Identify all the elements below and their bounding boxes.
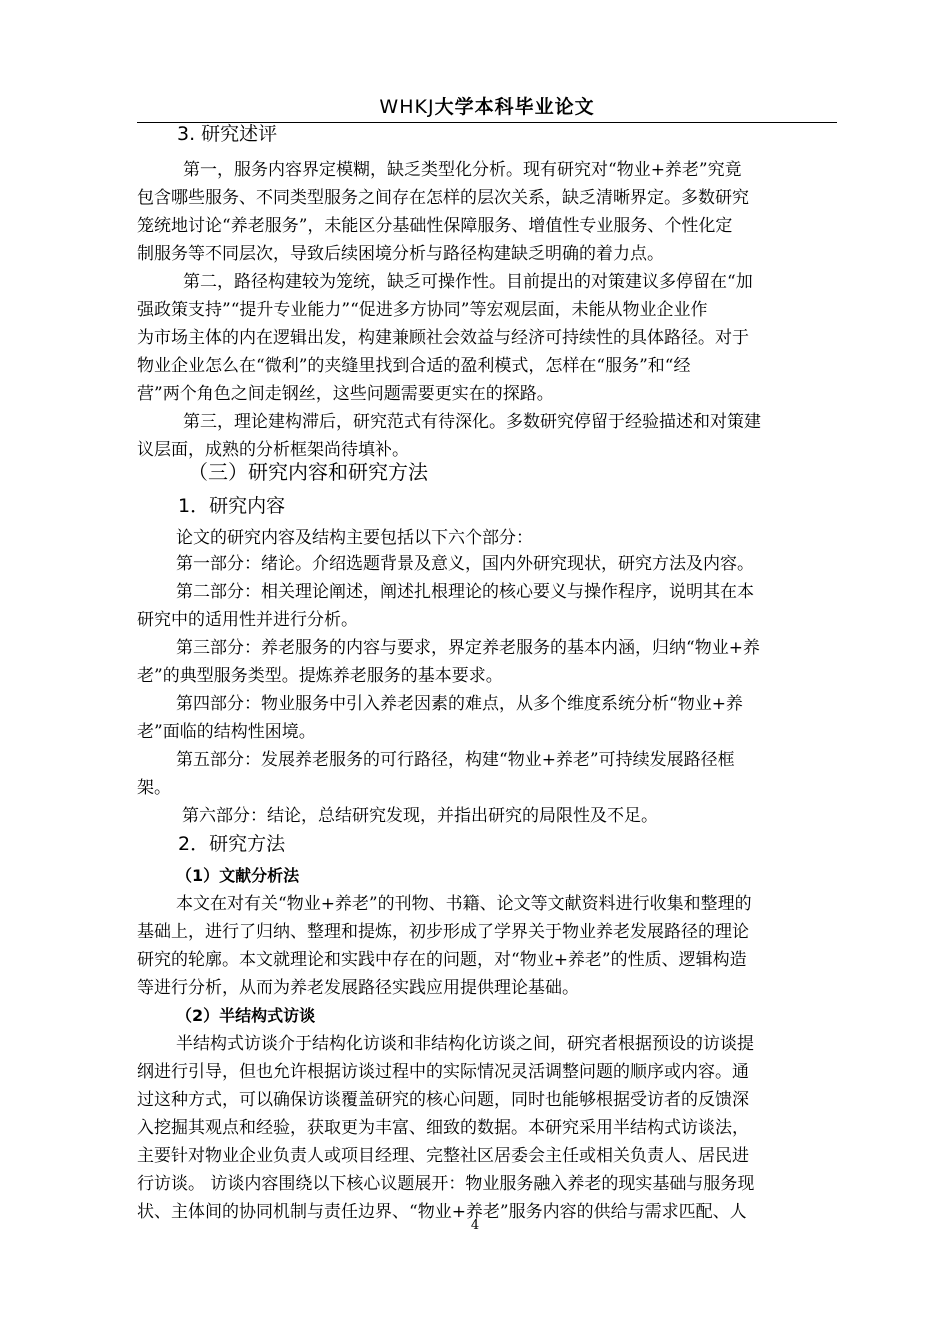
paragraph-line: 为市场主体的内在逻辑出发，构建兼顾社会效益与经济可持续性的具体路径。对于 xyxy=(137,328,749,348)
paragraph-line: 论文的研究内容及结构主要包括以下六个部分： xyxy=(176,528,533,548)
paragraph-line: 行访谈。 访谈内容围绕以下核心议题展开：物业服务融入养老的现实基础与服务现 xyxy=(137,1174,755,1194)
subsection-heading: 1．研究内容 xyxy=(178,495,286,517)
paragraph-line: 议层面，成熟的分析框架尚待填补。 xyxy=(137,440,409,460)
paragraph-line: 状、主体间的协同机制与责任边界、“物业+养老”服务内容的供给与需求匹配、人 xyxy=(137,1202,747,1222)
paragraph-line: 研究的轮廓。本文就理论和实践中存在的问题，对“物业+养老”的性质、逻辑构造 xyxy=(137,950,747,970)
paragraph-line: 老”面临的结构性困境。 xyxy=(137,722,316,742)
paragraph-line: 第一，服务内容界定模糊，缺乏类型化分析。现有研究对“物业+养老”究竟 xyxy=(183,160,742,180)
paragraph-line: 主要针对物业企业负责人或项目经理、完整社区居委会主任或相关负责人、居民进 xyxy=(137,1146,749,1166)
paragraph-line: 第二部分：相关理论阐述，阐述扎根理论的核心要义与操作程序，说明其在本 xyxy=(176,582,754,602)
header-title: 大学本科毕业论文 xyxy=(434,96,595,118)
paragraph-line: 第四部分：物业服务中引入养老因素的难点，从多个维度系统分析“物业+养 xyxy=(176,694,743,714)
page-number: 4 xyxy=(470,1218,480,1233)
section-heading: （三）研究内容和研究方法 xyxy=(188,460,428,484)
paragraph-line: 第五部分：发展养老服务的可行路径，构建“物业+养老”可持续发展路径框 xyxy=(176,750,735,770)
section-heading: 3. 研究述评 xyxy=(177,123,278,145)
paragraph-line: 研究中的适用性并进行分析。 xyxy=(137,610,358,630)
paragraph-line: 第一部分：绪论。介绍选题背景及意义，国内外研究现状，研究方法及内容。 xyxy=(176,554,754,574)
paragraph-line: 第二，路径构建较为笼统，缺乏可操作性。目前提出的对策建议多停留在“加 xyxy=(183,272,753,292)
paragraph-line: 第三部分：养老服务的内容与要求，界定养老服务的基本内涵，归纳“物业+养 xyxy=(176,638,760,658)
subsection-heading: 2．研究方法 xyxy=(178,833,286,855)
paragraph-line: 老”的典型服务类型。提炼养老服务的基本要求。 xyxy=(137,666,503,686)
paragraph-line: 制服务等不同层次，导致后续困境分析与路径构建缺乏明确的着力点。 xyxy=(137,244,664,264)
header-school-mark: WHKJ xyxy=(379,96,435,118)
paragraph-line: 架。 xyxy=(137,778,171,798)
method-heading: （1）文献分析法 xyxy=(176,866,300,885)
paragraph-line: 营”两个角色之间走钢丝，这些问题需要更实在的探路。 xyxy=(137,384,554,404)
method-heading: （2）半结构式访谈 xyxy=(176,1006,316,1025)
paragraph-line: 包含哪些服务、不同类型服务之间存在怎样的层次关系，缺乏清晰界定。多数研究 xyxy=(137,188,749,208)
paragraph-line: 过这种方式，可以确保访谈覆盖研究的核心问题，同时也能够根据受访者的反馈深 xyxy=(137,1090,749,1110)
page-header xyxy=(137,92,837,123)
paragraph-line: 第三，理论建构滞后，研究范式有待深化。多数研究停留于经验描述和对策建 xyxy=(183,412,761,432)
paragraph-line: 第六部分：结论，总结研究发现，并指出研究的局限性及不足。 xyxy=(182,806,658,826)
paragraph-line: 半结构式访谈介于结构化访谈和非结构化访谈之间，研究者根据预设的访谈提 xyxy=(176,1034,754,1054)
paragraph-line: 强政策支持”“提升专业能力”“促进多方协同”等宏观层面，未能从物业企业作 xyxy=(137,300,708,320)
paragraph-line: 基础上，进行了归纳、整理和提炼，初步形成了学界关于物业养老发展路径的理论 xyxy=(137,922,749,942)
paragraph-line: 物业企业怎么在“微利”的夹缝里找到合适的盈利模式，怎样在“服务”和“经 xyxy=(137,356,691,376)
paragraph-line: 笼统地讨论“养老服务”，未能区分基础性保障服务、增值性专业服务、个性化定 xyxy=(137,216,733,236)
paragraph-line: 本文在对有关“物业+养老”的刊物、书籍、论文等文献资料进行收集和整理的 xyxy=(176,894,752,914)
paragraph-line: 纲进行引导，但也允许根据访谈过程中的实际情况灵活调整问题的顺序或内容。通 xyxy=(137,1062,749,1082)
paragraph-line: 入挖掘其观点和经验，获取更为丰富、细致的数据。本研究采用半结构式访谈法， xyxy=(137,1118,749,1138)
paragraph-line: 等进行分析，从而为养老发展路径实践应用提供理论基础。 xyxy=(137,978,579,998)
